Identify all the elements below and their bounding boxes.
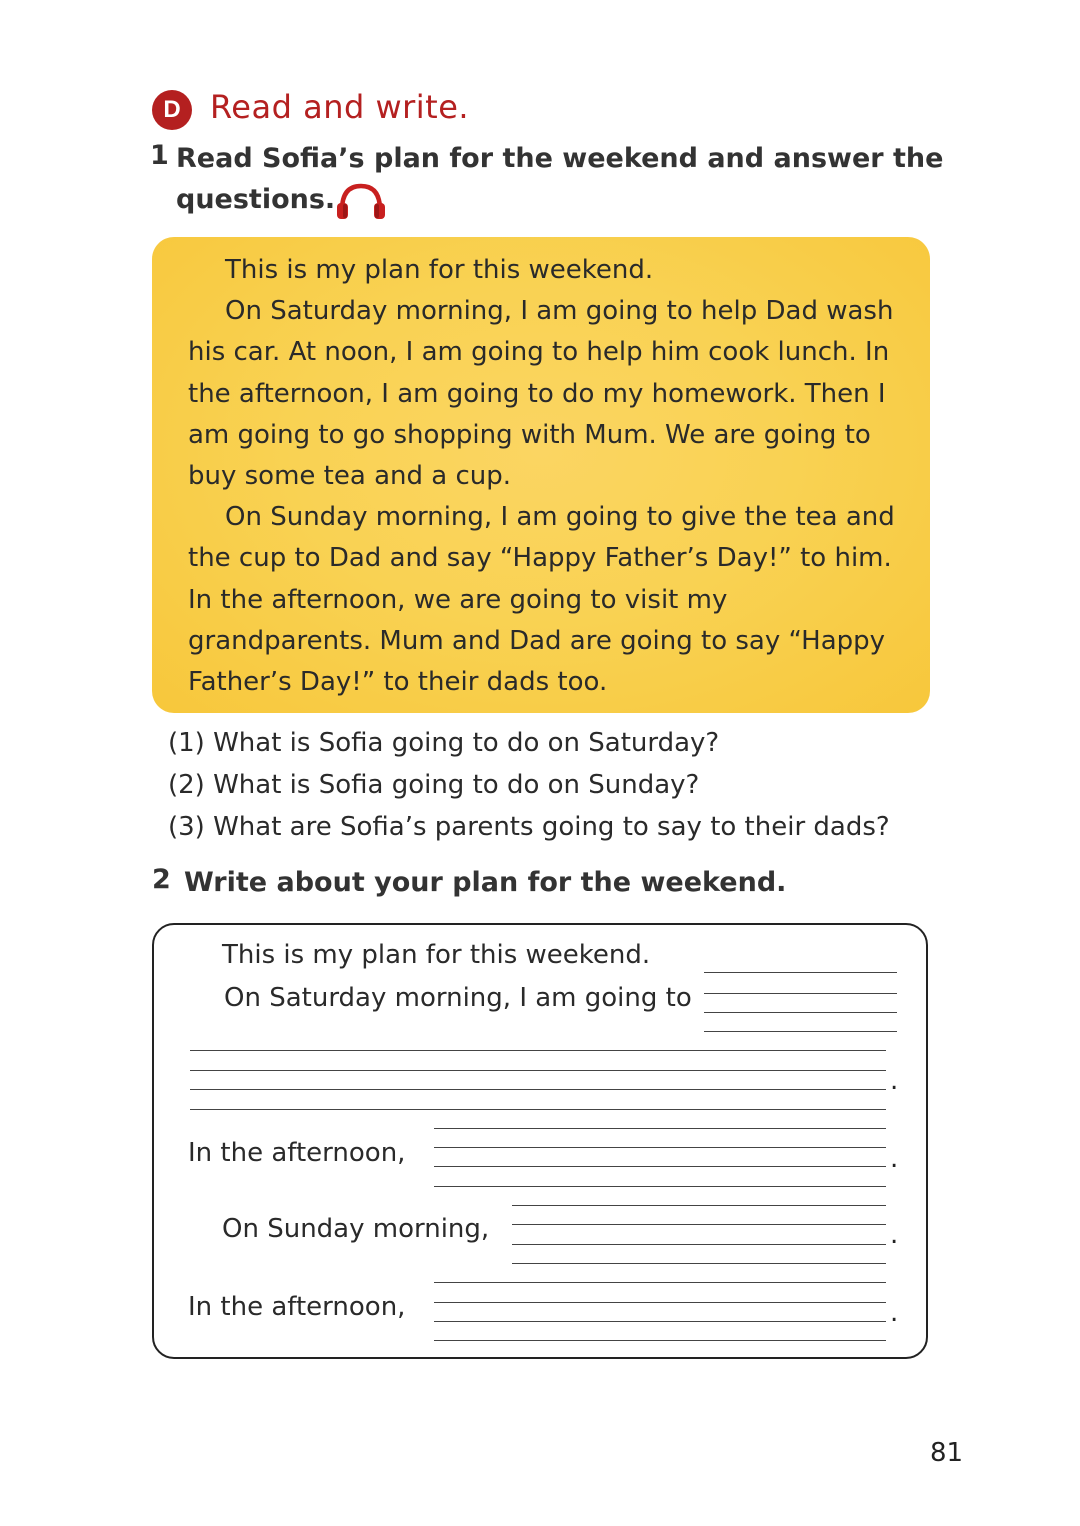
answer-line[interactable]: [434, 1302, 886, 1303]
answer-line[interactable]: [512, 1263, 886, 1264]
answer-line[interactable]: [190, 1050, 886, 1051]
answer-line[interactable]: [434, 1282, 886, 1283]
answer-line[interactable]: [704, 1031, 897, 1032]
answer-line[interactable]: [434, 1166, 886, 1167]
question-2: (2) What is Sofia going to do on Sunday?: [168, 770, 700, 800]
reading-passage: [188, 250, 908, 703]
answer-line[interactable]: [704, 993, 897, 994]
task-1-number: 1: [150, 140, 169, 171]
passage-paragraph-2: On Saturday morning, I am going to help Dad wash his car. At noon, I am going to help him cook lunch. In the afternoon, I am going to do my homework. Then I am going to go shopping with Mum. We are going to buy some tea and a cup.: [188, 296, 894, 492]
period-mark: .: [890, 1144, 899, 1174]
answer-line[interactable]: [512, 1244, 886, 1245]
writing-prompt-1: This is my plan for this weekend.: [222, 940, 651, 970]
answer-line[interactable]: [434, 1128, 886, 1129]
answer-line[interactable]: [190, 1109, 886, 1110]
answer-line[interactable]: [190, 1089, 886, 1090]
page-number: 81: [930, 1438, 964, 1468]
answer-line[interactable]: [190, 1070, 886, 1071]
task-1-instruction-line2: questions.: [176, 184, 336, 215]
answer-line[interactable]: [434, 1186, 886, 1187]
writing-prompt-afternoon-1: In the afternoon,: [188, 1138, 406, 1168]
passage-paragraph-1: This is my plan for this weekend.: [225, 255, 654, 285]
period-mark: .: [890, 1220, 899, 1250]
answer-line[interactable]: [434, 1340, 886, 1341]
section-title: Read and write.: [210, 88, 470, 126]
answer-line[interactable]: [434, 1321, 886, 1322]
headphones-icon[interactable]: [334, 180, 388, 220]
writing-prompt-sunday: On Sunday morning,: [222, 1214, 490, 1244]
question-3: (3) What are Sofia’s parents going to say to their dads?: [168, 812, 890, 842]
writing-prompt-afternoon-2: In the afternoon,: [188, 1292, 406, 1322]
period-mark: .: [890, 1066, 899, 1096]
task-2-instruction: Write about your plan for the weekend.: [184, 867, 787, 898]
question-1: (1) What is Sofia going to do on Saturday?: [168, 728, 720, 758]
answer-line[interactable]: [434, 1147, 886, 1148]
comprehension-questions: [168, 722, 890, 848]
period-mark: .: [890, 1298, 899, 1328]
answer-line[interactable]: [512, 1224, 886, 1225]
answer-line[interactable]: [704, 972, 897, 973]
answer-line[interactable]: [512, 1205, 886, 1206]
task-1-instruction-line1: Read Sofia’s plan for the weekend and answer the: [176, 143, 944, 174]
passage-paragraph-3: On Sunday morning, I am going to give the tea and the cup to Dad and say “Happy Father’s Day!” to him. In the afternoon, we are going to visit my grandparents. Mum and Dad are going to say “Happy Father’s Day!” to their dads too.: [188, 502, 895, 698]
task-2-number: 2: [152, 864, 171, 895]
section-badge: D: [152, 90, 192, 130]
answer-line[interactable]: [704, 1012, 897, 1013]
writing-prompt-2: On Saturday morning, I am going to: [224, 983, 692, 1013]
